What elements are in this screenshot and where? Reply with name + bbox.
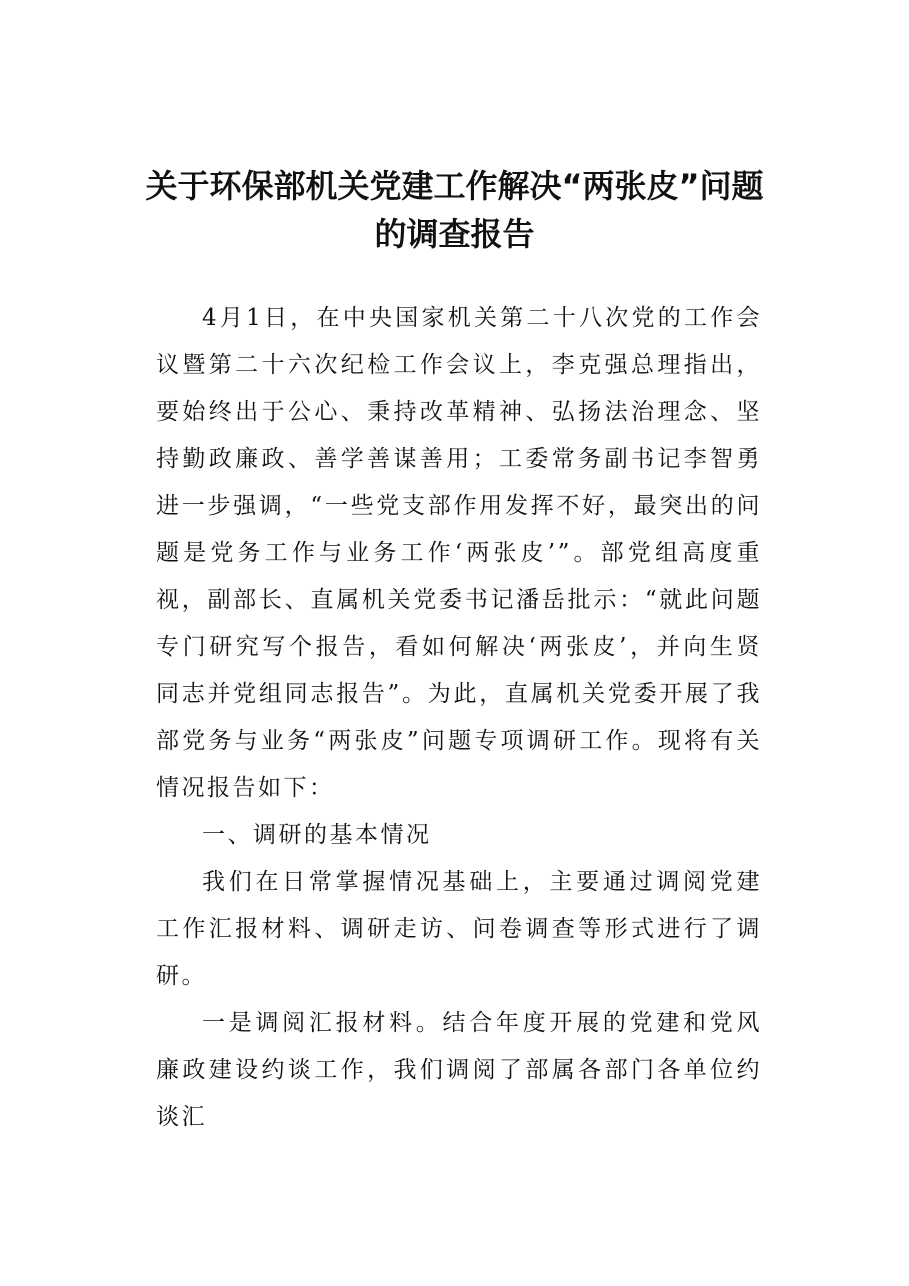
title-line-2: 的调查报告	[374, 215, 535, 253]
title-line-1: 关于环保部机关党建工作解决“两张皮”问题	[145, 167, 764, 205]
paragraph-overview: 我们在日常掌握情况基础上，主要通过调阅党建工作汇报材料、调研走访、问卷调查等形式进行了调研。	[156, 869, 762, 989]
document-body	[156, 295, 762, 1141]
paragraph-materials: 一是调阅汇报材料。结合年度开展的党建和党风廉政建设约谈工作，我们调阅了部属各部门各单位约谈汇	[156, 1010, 762, 1130]
section-heading: 一、调研的基本情况	[202, 822, 432, 848]
document-title	[100, 162, 809, 258]
paragraph-intro: 4月1日，在中央国家机关第二十八次党的工作会议暨第二十六次纪检工作会议上，李克强总理指出，要始终出于公心、秉持改革精神、弘扬法治理念、坚持勤政廉政、善学善谋善用；工委常务副书记李智勇进一步强调，“一些党支部作用发挥不好，最突出的问题是党务工作与业务工作‘两张皮’”。部党组高度重视，副部长、直属机关党委书记潘岳批示：“就此问题专门研究写个报告，看如何解决‘两张皮’，并向生贤同志并党组同志报告”。为此，直属机关党委开展了我部党务与业务“两张皮”问题专项调研工作。现将有关情况报告如下：	[156, 305, 762, 801]
